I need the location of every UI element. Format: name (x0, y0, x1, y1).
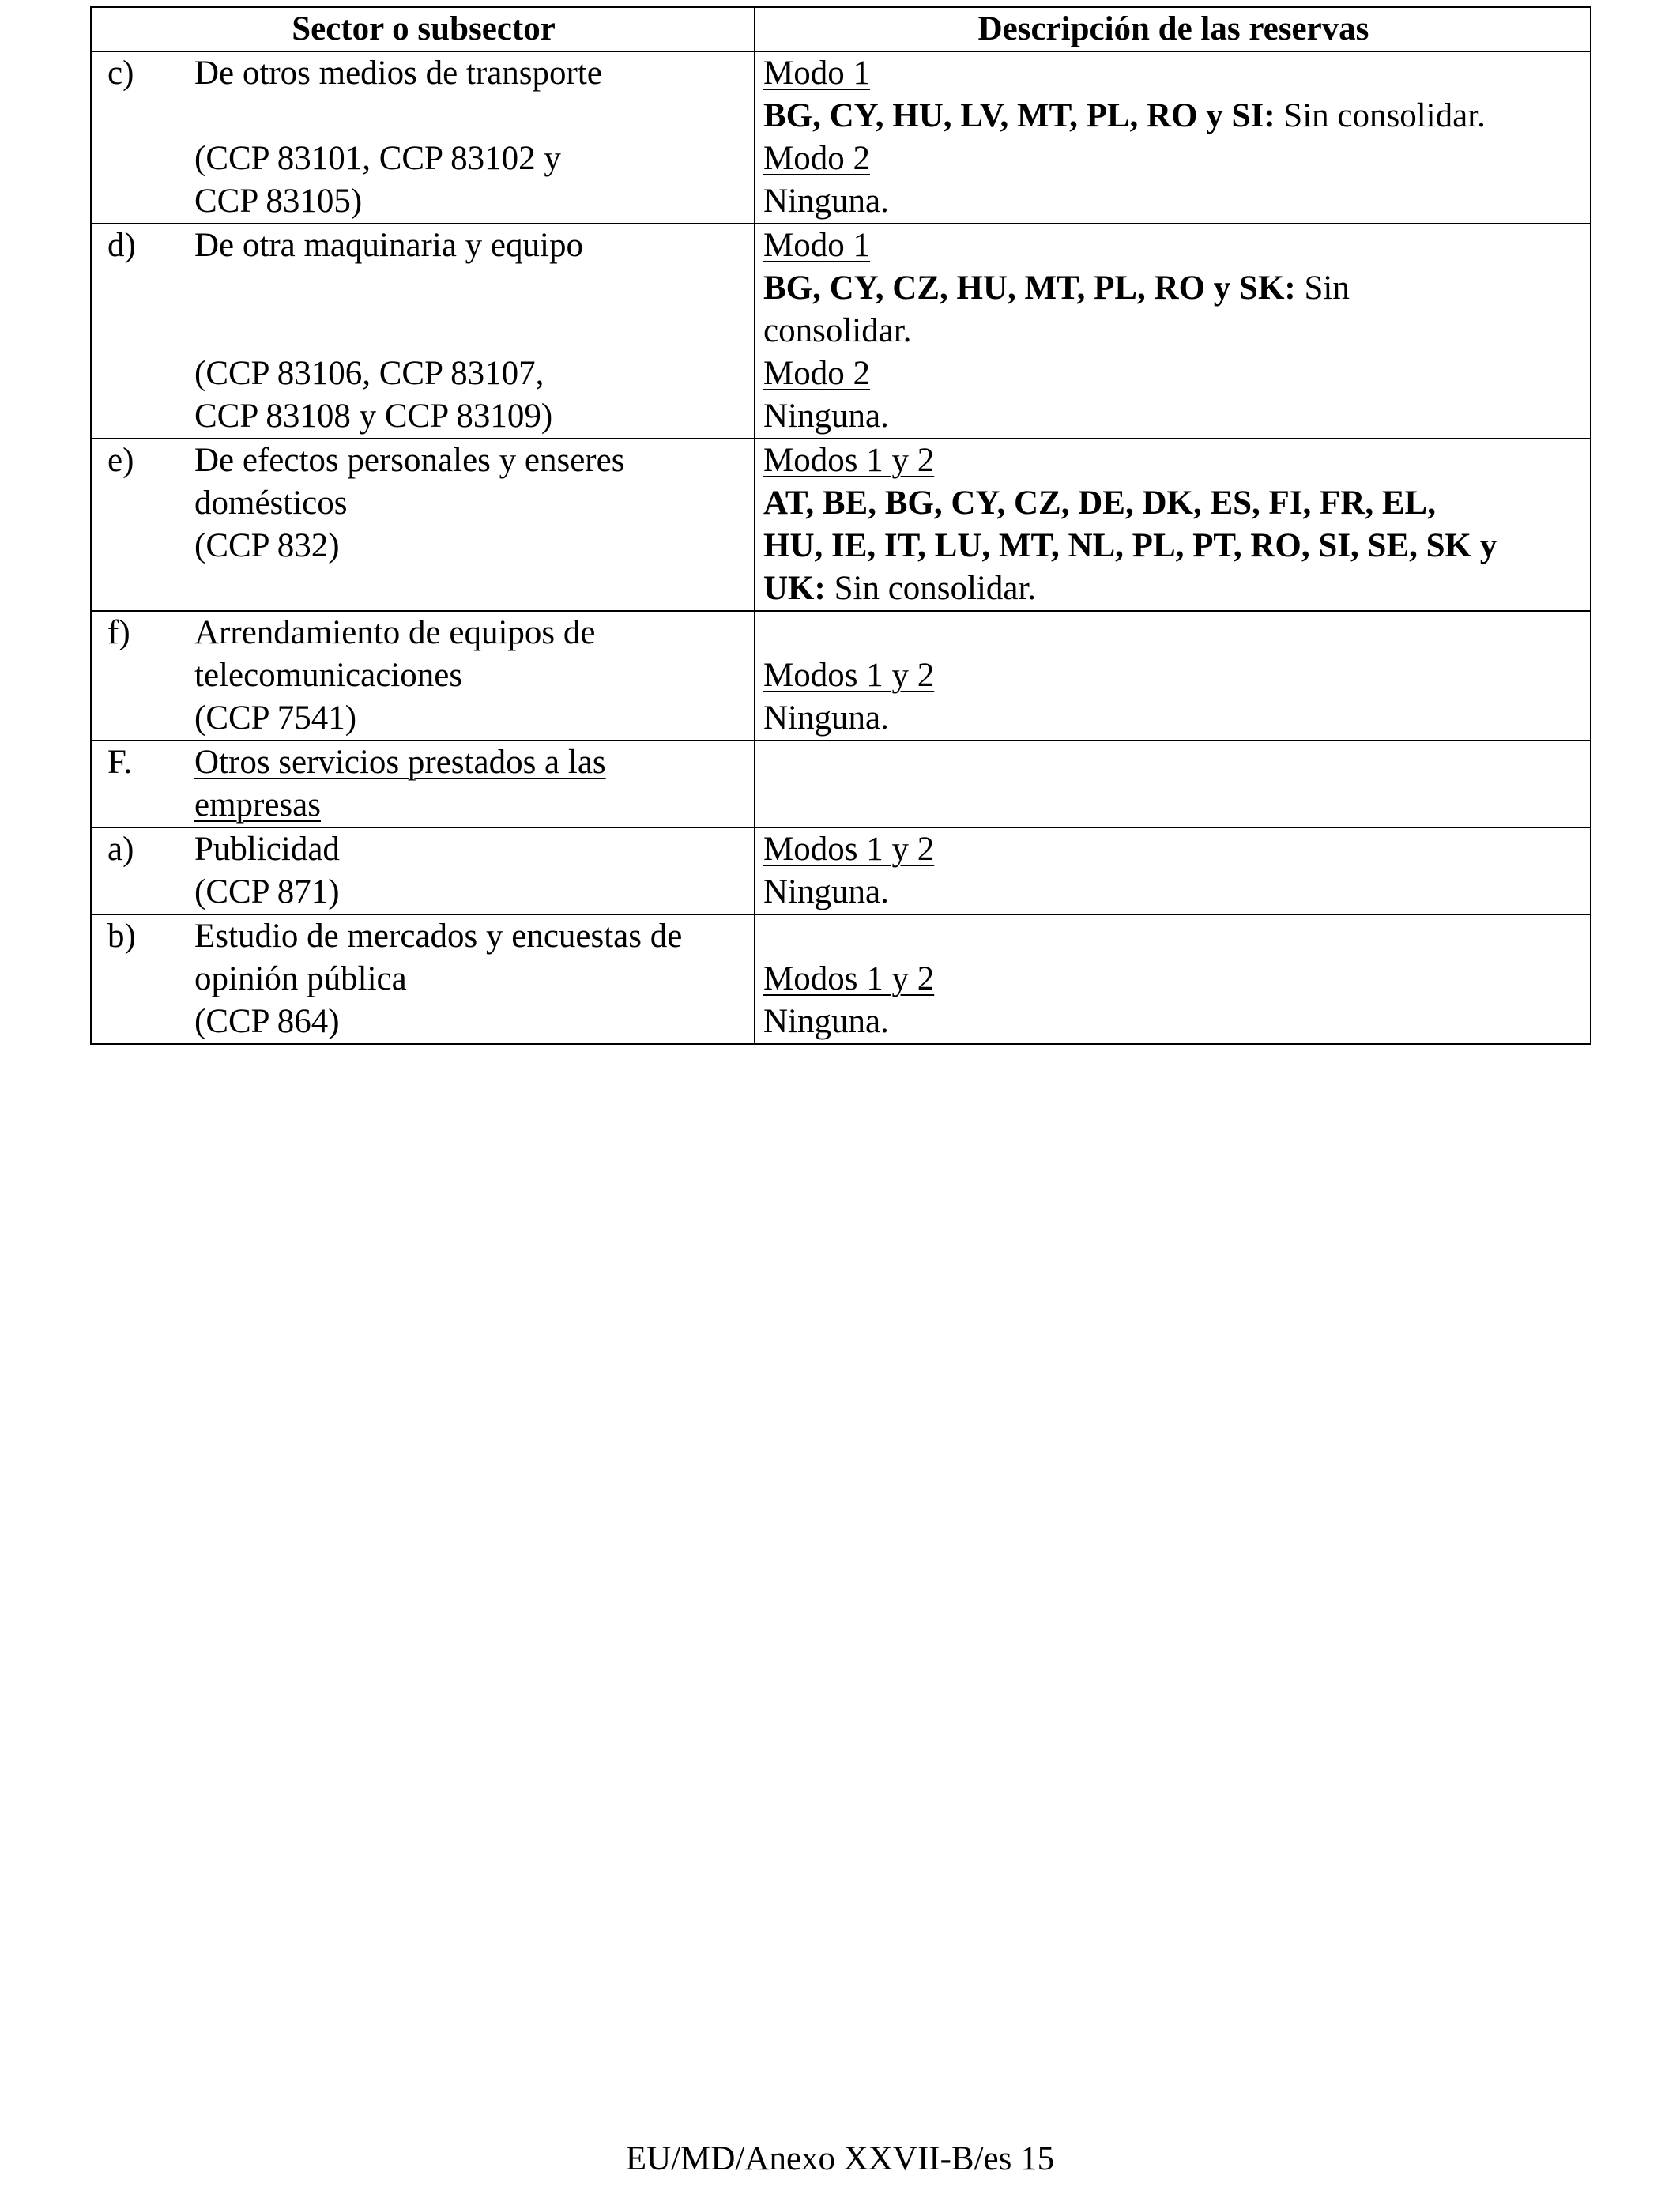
sector-title: opinión pública (194, 960, 407, 997)
row-letter: a) (107, 831, 134, 868)
sector-cell (91, 224, 755, 439)
reservation-text: Ninguna. (763, 1003, 889, 1040)
page-footer: EU/MD/Anexo XXVII-B/es 15 (625, 2140, 1055, 2177)
sector-cell (91, 439, 755, 611)
sector-cell (91, 914, 755, 1044)
mode-label: Modos 1 y 2 (763, 831, 935, 868)
table-header-row (91, 7, 1591, 51)
mode-label: Modo 1 (763, 227, 870, 264)
sector-cell (91, 741, 755, 827)
table-row (91, 741, 1591, 827)
ccp-code: (CCP 871) (194, 873, 340, 910)
table-row (91, 914, 1591, 1044)
row-letter: d) (107, 227, 136, 264)
description-cell (755, 741, 1591, 827)
table-row (91, 51, 1591, 224)
section-title: empresas (194, 786, 321, 824)
sector-title: domésticos (194, 484, 348, 522)
country-list: BG, CY, CZ, HU, MT, PL, RO y SK: (763, 270, 1296, 307)
reservation-text: Ninguna. (763, 183, 889, 220)
description-cell (755, 914, 1591, 1044)
header-description: Descripción de las reservas (755, 7, 1591, 51)
sector-title: Arrendamiento de equipos de (194, 614, 596, 651)
ccp-code: (CCP 7541) (194, 699, 357, 737)
sector-title: De otros medios de transporte (194, 55, 602, 92)
ccp-code: (CCP 864) (194, 1003, 340, 1040)
row-letter: b) (107, 918, 136, 955)
mode-label: Modo 1 (763, 55, 870, 92)
ccp-code: (CCP 83106, CCP 83107, (194, 355, 544, 392)
mode-label: Modos 1 y 2 (763, 657, 935, 694)
ccp-code: (CCP 83101, CCP 83102 y (194, 140, 561, 177)
sector-cell (91, 611, 755, 741)
reservation-text: consolidar. (763, 312, 912, 349)
sector-cell (91, 827, 755, 914)
description-cell (755, 224, 1591, 439)
row-letter: F. (107, 744, 133, 781)
ccp-code: CCP 83108 y CCP 83109) (194, 398, 553, 435)
sector-title: De otra maquinaria y equipo (194, 227, 583, 264)
section-title: Otros servicios prestados a las (194, 744, 606, 781)
sector-title: Publicidad (194, 831, 340, 868)
reservation-text: Ninguna. (763, 398, 889, 435)
header-sector: Sector o subsector (91, 7, 755, 51)
reservation-text: Ninguna. (763, 699, 889, 737)
description-cell (755, 439, 1591, 611)
mode-label: Modo 2 (763, 140, 870, 177)
sector-title: Estudio de mercados y encuestas de (194, 918, 683, 955)
row-letter: f) (107, 614, 130, 651)
sector-title: telecomunicaciones (194, 657, 463, 694)
table-row (91, 611, 1591, 741)
country-list: HU, IE, IT, LU, MT, NL, PL, PT, RO, SI, SE, SK y (763, 527, 1497, 564)
reservation-text: Sin (1295, 270, 1350, 307)
description-cell (755, 51, 1591, 224)
ccp-code: CCP 83105) (194, 183, 363, 220)
country-list: BG, CY, HU, LV, MT, PL, RO y SI: (763, 97, 1275, 134)
reservation-text: Sin consolidar. (825, 570, 1037, 607)
reservation-text: Ninguna. (763, 873, 889, 910)
table-row (91, 439, 1591, 611)
country-list: AT, BE, BG, CY, CZ, DE, DK, ES, FI, FR, EL, (763, 484, 1436, 522)
mode-label: Modos 1 y 2 (763, 960, 935, 997)
row-letter: e) (107, 442, 134, 479)
mode-label: Modo 2 (763, 355, 870, 392)
mode-label: Modos 1 y 2 (763, 442, 935, 479)
table-row (91, 827, 1591, 914)
country-list: UK: (763, 570, 826, 607)
reservations-table (90, 6, 1591, 1045)
table-row (91, 224, 1591, 439)
description-cell (755, 827, 1591, 914)
row-letter: c) (107, 55, 134, 92)
sector-cell (91, 51, 755, 224)
ccp-code: (CCP 832) (194, 527, 340, 564)
description-cell (755, 611, 1591, 741)
sector-title: De efectos personales y enseres (194, 442, 625, 479)
reservation-text: Sin consolidar. (1275, 97, 1486, 134)
